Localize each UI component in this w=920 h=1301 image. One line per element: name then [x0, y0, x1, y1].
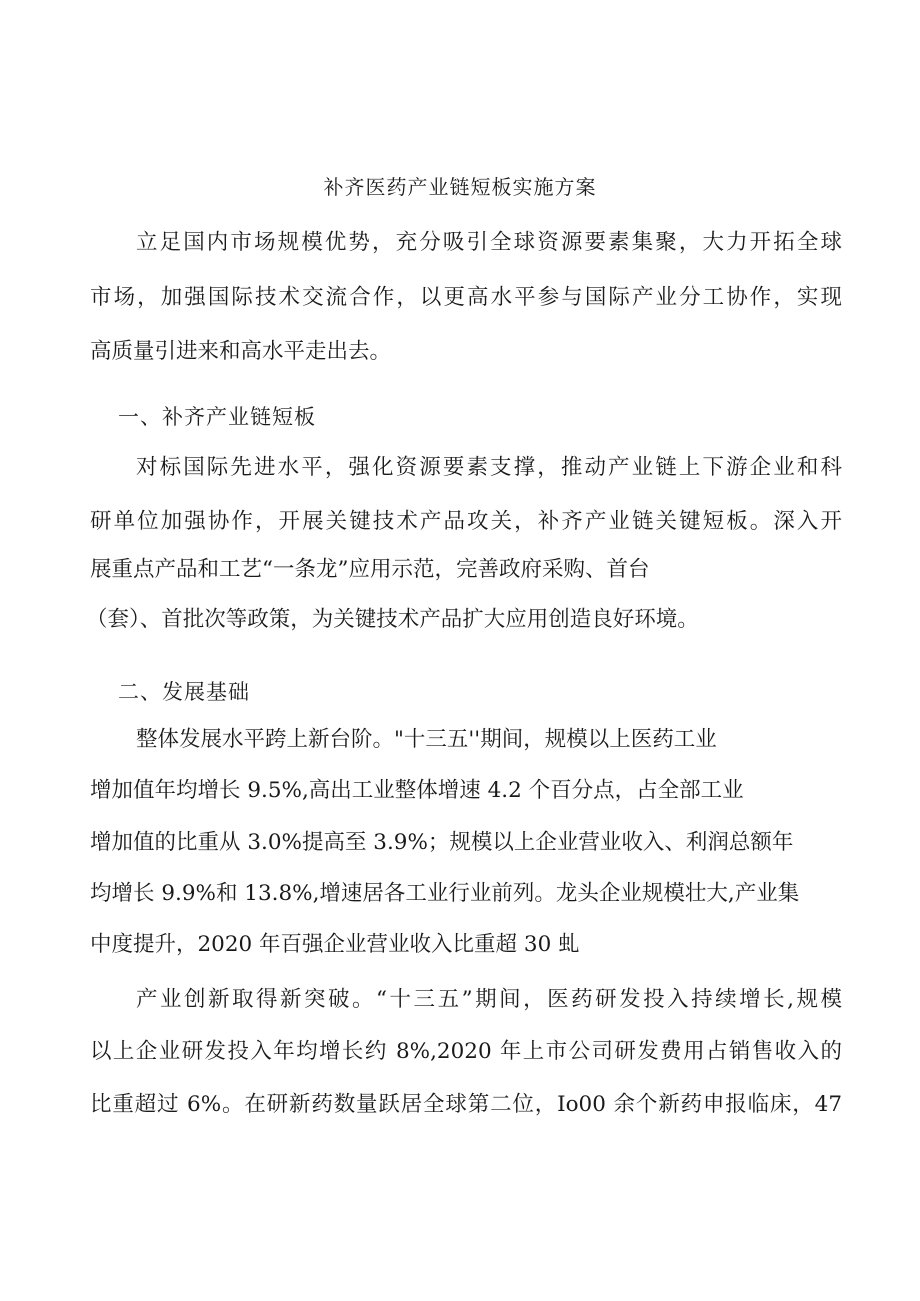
section2-p1-line-3: 增加值的比重从 3.0%提高至 3.9%；规模以上企业营业收入、利润总额年	[90, 830, 794, 855]
section1-line-2: 研单位加强协作，开展关键技术产品攻关，补齐产业链关键短板。深入开	[90, 509, 842, 534]
section2-p2-line-3: 比重超过 6%。在研新药数量跃居全球第二位，Io00 余个新药申报临床，47	[90, 1092, 842, 1117]
section2-p2-line-2: 以上企业研发投入年均增长约 8%,2020 年上市公司研发费用占销售收入的	[90, 1039, 842, 1064]
section1-line-4: （套）、首批次等政策，为关键技术产品扩大应用创造良好环境。	[86, 607, 699, 632]
section1-line-1: 对标国际先进水平，强化资源要素支撑，推动产业链上下游企业和科	[136, 455, 842, 480]
section2-p2-line-1: 产业创新取得新突破。“十三五”期间，医药研发投入持续增长,规模	[136, 987, 842, 1012]
section2-p1-line-4: 均增长 9.9%和 13.8%,增速居各工业行业前列。龙头企业规模壮大,产业集	[90, 881, 800, 906]
section2-p1-line-2: 增加值年均增长 9.5%,高出工业整体增速 4.2 个百分点，占全部工业	[90, 778, 744, 803]
document-title: 补齐医药产业链短板实施方案	[323, 175, 597, 199]
intro-line-2: 市场，加强国际技术交流合作，以更高水平参与国际产业分工协作，实现	[90, 285, 842, 310]
section2-p1-line-5: 中度提升，2020 年百强企业营业收入比重超 30 虬	[90, 932, 580, 957]
section2-p1-line-1: 整体发展水平跨上新台阶。"十三五''期间，规模以上医药工业	[136, 727, 717, 752]
section1-line-3: 展重点产品和工艺“一条龙”应用示范，完善政府采购、首台	[90, 557, 650, 582]
section2-heading: 二、发展基础	[118, 680, 250, 704]
intro-line-1: 立足国内市场规模优势，充分吸引全球资源要素集聚，大力开拓全球	[136, 230, 842, 255]
section1-heading: 一、补齐产业链短板	[118, 405, 316, 429]
intro-line-3: 高质量引进来和高水平走出去。	[90, 339, 392, 364]
